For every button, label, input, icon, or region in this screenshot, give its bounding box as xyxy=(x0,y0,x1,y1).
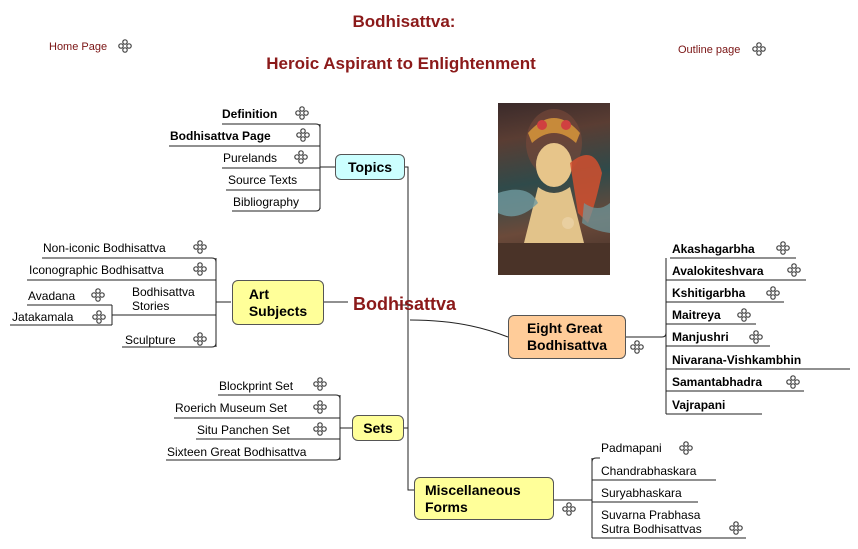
art-item-iconographic[interactable]: Iconographic Bodhisattva xyxy=(29,263,164,277)
eight-item-manjushri[interactable]: Manjushri xyxy=(672,330,729,344)
topics-item-purelands[interactable]: Purelands xyxy=(223,151,278,165)
home-page-link-icon[interactable] xyxy=(118,39,132,53)
eight-great-link-icon[interactable] xyxy=(630,340,644,354)
eight-item-samantabhadra[interactable]: Samantabhadra xyxy=(672,375,763,389)
misc-forms-node-label: Miscellaneous Forms xyxy=(425,481,521,515)
topics-node-label: Topics xyxy=(347,158,393,175)
art-subjects-node-label: Art Subjects xyxy=(248,285,308,319)
sculpture-link-icon[interactable] xyxy=(193,332,207,346)
purelands-link-icon[interactable] xyxy=(294,150,308,164)
home-page-link[interactable]: Home Page xyxy=(49,41,108,53)
maitreya-link-icon[interactable] xyxy=(737,308,751,322)
non-iconic-link-icon[interactable] xyxy=(193,240,207,254)
definition-link-icon[interactable] xyxy=(295,106,309,120)
sets-item-sixteen-great[interactable]: Sixteen Great Bodhisattva xyxy=(167,445,307,459)
avadana-link-icon[interactable] xyxy=(91,288,105,302)
eight-item-vajrapani[interactable]: Vajrapani xyxy=(672,398,726,412)
art-item-sculpture[interactable]: Sculpture xyxy=(125,333,176,347)
misc-forms-node[interactable] xyxy=(414,477,554,520)
eight-item-maitreya[interactable]: Maitreya xyxy=(672,308,721,322)
sets-node[interactable] xyxy=(352,415,404,441)
topics-item-definition[interactable]: Definition xyxy=(222,107,278,121)
outline-page-link[interactable]: Outline page xyxy=(678,44,741,56)
padmapani-link-icon[interactable] xyxy=(679,441,693,455)
blockprint-link-icon[interactable] xyxy=(313,377,327,391)
eight-item-akashagarbha[interactable]: Akashagarbha xyxy=(672,242,755,256)
misc-item-padmapani[interactable]: Padmapani xyxy=(601,441,662,455)
eight-item-kshitigarbha[interactable]: Kshitigarbha xyxy=(672,286,746,300)
topics-node[interactable] xyxy=(335,154,405,180)
sets-node-label: Sets xyxy=(363,419,393,436)
suvarna-prabhasa-link-icon[interactable] xyxy=(729,521,743,535)
sets-item-blockprint[interactable]: Blockprint Set xyxy=(219,379,294,393)
bodhisattva-page-link-icon[interactable] xyxy=(296,128,310,142)
misc-item-suvarna-prabhasa[interactable]: Suvarna Prabhasa Sutra Bodhisattvas xyxy=(601,508,702,536)
manjushri-painting-image xyxy=(498,103,610,275)
eight-item-avalokiteshvara[interactable]: Avalokiteshvara xyxy=(672,264,764,278)
topics-item-bodhisattva-page[interactable]: Bodhisattva Page xyxy=(170,129,271,143)
manjushri-link-icon[interactable] xyxy=(749,330,763,344)
situ-panchen-link-icon[interactable] xyxy=(313,422,327,436)
art-item-non-iconic[interactable]: Non-iconic Bodhisattva xyxy=(43,241,166,255)
eight-great-node[interactable] xyxy=(508,315,626,359)
page-title-line1: Bodhisattva: xyxy=(352,12,456,31)
sets-item-situ-panchen[interactable]: Situ Panchen Set xyxy=(197,423,290,437)
samantabhadra-link-icon[interactable] xyxy=(786,375,800,389)
page-title-line2: Heroic Aspirant to Enlightenment xyxy=(266,54,536,73)
art-subjects-node[interactable] xyxy=(232,280,324,325)
stories-item-jatakamala[interactable]: Jatakamala xyxy=(12,310,74,324)
sets-item-roerich[interactable]: Roerich Museum Set xyxy=(175,401,288,415)
misc-item-suryabhaskara[interactable]: Suryabhaskara xyxy=(601,486,682,500)
avalokiteshvara-link-icon[interactable] xyxy=(787,263,801,277)
misc-item-chandrabhaskara[interactable]: Chandrabhaskara xyxy=(601,464,697,478)
topics-item-bibliography[interactable]: Bibliography xyxy=(233,195,300,209)
iconographic-link-icon[interactable] xyxy=(193,262,207,276)
eight-item-nivarana[interactable]: Nivarana-Vishkambhin xyxy=(672,353,802,367)
art-item-bodhisattva-stories[interactable]: Bodhisattva Stories xyxy=(132,285,195,313)
central-topic[interactable]: Bodhisattva xyxy=(353,294,457,314)
topics-item-source-texts[interactable]: Source Texts xyxy=(228,173,298,187)
misc-forms-link-icon[interactable] xyxy=(562,502,576,516)
jatakamala-link-icon[interactable] xyxy=(92,310,106,324)
outline-page-link-icon[interactable] xyxy=(752,42,766,56)
roerich-link-icon[interactable] xyxy=(313,400,327,414)
stories-item-avadana[interactable]: Avadana xyxy=(28,289,76,303)
eight-great-node-label: Eight Great Bodhisattva xyxy=(526,320,608,353)
akashagarbha-link-icon[interactable] xyxy=(776,241,790,255)
kshitigarbha-link-icon[interactable] xyxy=(766,286,780,300)
